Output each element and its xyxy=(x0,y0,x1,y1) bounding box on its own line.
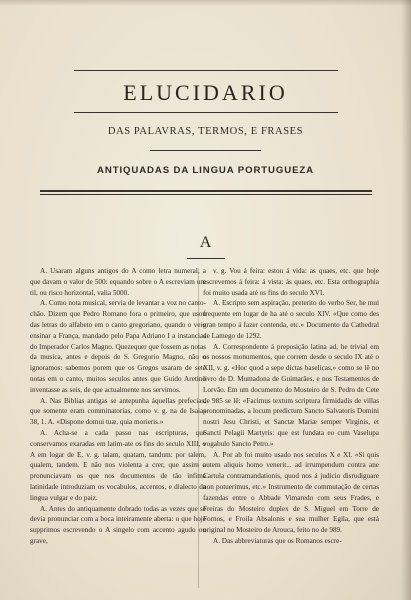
title-rule xyxy=(74,112,338,113)
column-divider xyxy=(198,268,199,588)
header-double-rule-2 xyxy=(40,194,372,195)
paragraph: A. Nas Biblias antigas se antepunha áquellas prefecias, que somente eram comminatorias, como v. g. na de Isaias 38, 1. A. «Dispone domui tuæ, quia morieris.» xyxy=(30,396,206,427)
subtitle: DAS PALAVRAS, TERMOS, E FRASES xyxy=(107,126,304,137)
paragraph: A. Escripto sem aspiração, preterito do verbo Ser, he mui frequente em logar de ha até o seculo XIV. «Que como des gran tempo á fazer contenda, etc.» Documento da Cathedral de Lamego de 1292. xyxy=(203,299,379,340)
subtitle-rule xyxy=(150,150,261,151)
letter-rule xyxy=(187,258,225,259)
right-column xyxy=(203,266,379,547)
page-title: ELUCIDARIO xyxy=(123,80,288,105)
paragraph: A. Por ab foi muito usado nos seculos X e XI. «Si quis autem aliquis homo venerit... ad irrumpendum contra ane Cartula contramandationis, quod nos á judicio disrudiguare non potuerimus, etc.» Instrumento de commutação de certas fazendas entre o Abbade Vimaredo com seus Frades, e Freiras do Mosteiro duplex de S. Miguel em Torre de Fornos, e Froila Absalonis e sua mulher Egila, que está original no Mosteiro de Arouca, feito no de 989. xyxy=(203,450,379,535)
paragraph: A. Antes do antiquamente dobrado todas as vezes que se devia pronunciar com a boca inteiramente aberta: o que hoje supprimos escrevendo o A singelo com accento agudo ou grave, xyxy=(30,504,206,545)
paragraph: A. Das abbreviaturas que os Romanos escre- xyxy=(213,536,342,545)
page-top-shadow xyxy=(0,0,411,6)
paragraph: A. Correspondente á preposição latina ad, he trivial em os nossos monumentos, que correm desde o seculo IX até o XII, v. g. «Hoc quod a sepe dictas baselicas,» como se lê no livro de D. Mumadona de Guimarães, e nos Testamentos de Lorvão. Em um documento do Mosteiro de S. Pedro de Cete de 985 se lê: «Facimus textum scriptura firmidadis de villas pronominadas, a locum predictum Sancto Salvatoris Domini nostri Jesu Christi, et Sanctæ Mariæ semper Virginis, et Sancti Pelagii Martyris: que est fundata eo cum Vaselupa vogabulo Sancto Petro.» xyxy=(203,342,379,448)
top-rule xyxy=(74,70,338,71)
left-column xyxy=(30,266,206,547)
section-letter: A xyxy=(199,234,212,251)
header-double-rule-1 xyxy=(40,190,372,192)
paragraph: v. g. Vou á feira: estou á vida: as quaes, etc. que hoje escrevemos á feira: á vista: ás quaes, etc. Esta orthographia foi muito usada até os fins do seculo XVI. xyxy=(203,267,379,297)
subtitle-2: ANTIQUADAS DA LINGUA PORTUGUEZA xyxy=(97,165,314,176)
paragraph: A. Como nota musical, servia de levantar a voz no canto-chão. Dizem que Pedro Romano fora o primeiro, que usou das letras do alfabeto em o canto gregoriano, quando o veio ensinar a França, mandado pelo Papa Adriano I a instancias do Imperador Carlos Magno. Quezequer que fossem as notas da musica, antes e depois de S. Gregorio Magno, não o ignoramos: sabemos porem que os Gregos usaram de sete notas em o canto, muitos seculos antes que Guido Aretino inventasse as seis, de que actualmente nos servimos. xyxy=(30,299,206,394)
paragraph: A. Acha-se a cada passo nas escripturas, que conservamos exaradas em latim-ate os fins do seculo XIII, o A em logar de E, v. g. talam, quatam, tandum: por talem, qualem, tandem. E não nos violenta a crer, que assim o pronunciavam os que nos documentos de tão infima latinidade introduziam os vocabulos, accentos, e dialecto da lingua vulgar e do paiz. xyxy=(30,428,206,502)
paragraph: A. Usaram alguns antigos do A como letra numeral, a que davam o valor de 500: equando sobre o A escreviam um til, ou risco horizontal, valia 5000. xyxy=(30,267,206,297)
